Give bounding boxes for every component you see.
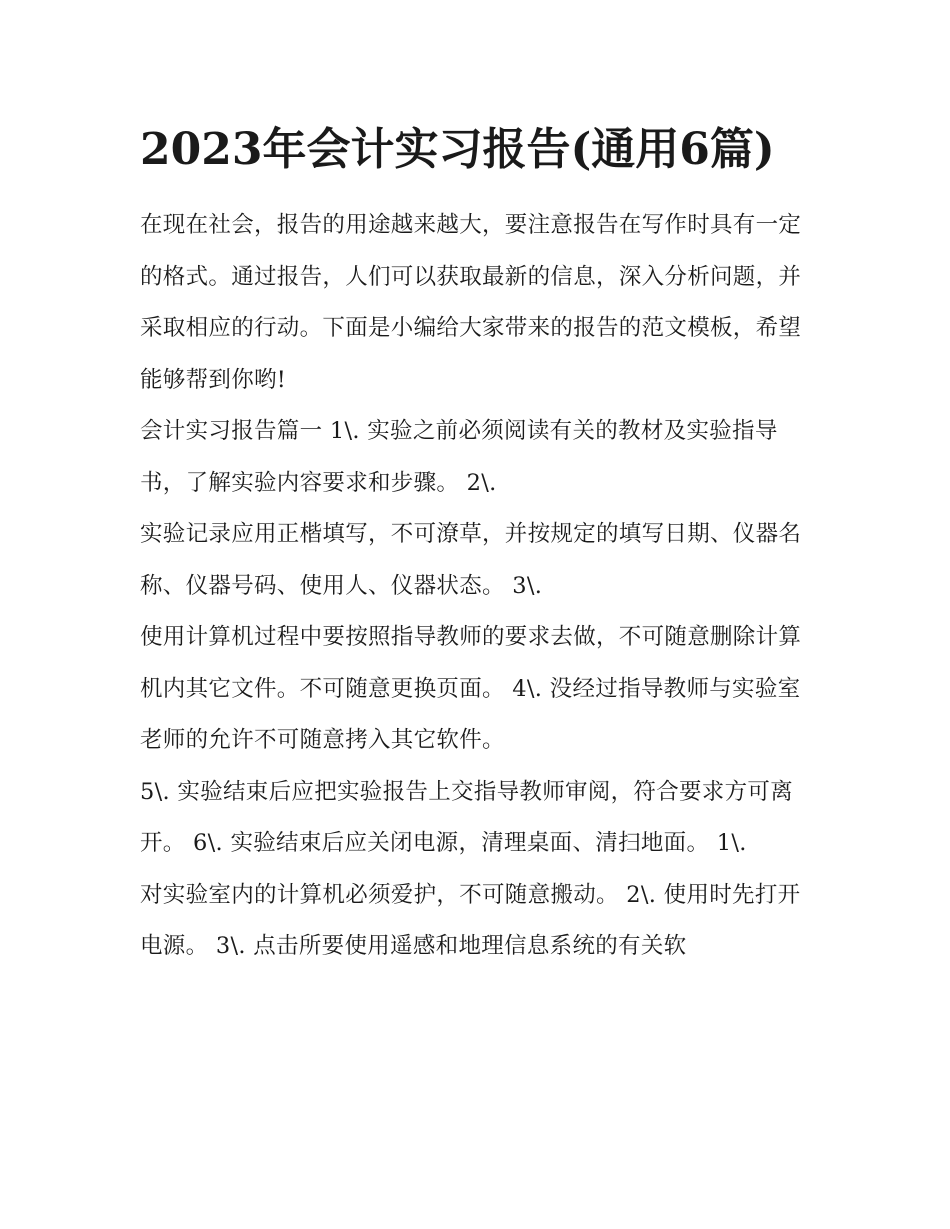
paragraph-4: 5\. 实验结束后应把实验报告上交指导教师审阅，符合要求方可离开。 6\. 实验结束后应关闭电源，清理桌面、清扫地面。 1\. — [140, 778, 794, 856]
paragraph-3: 使用计算机过程中要按照指导教师的要求去做，不可随意删除计算机内其它文件。不可随意更换页面。 4\. 没经过指导教师与实验室老师的允许不可随意拷入其它软件。 — [140, 624, 802, 753]
paragraph-5: 对实验室内的计算机必须爱护，不可随意搬动。 2\. 使用时先打开电源。 3\. 点击所要使用遥感和地理信息系统的有关软 — [140, 881, 801, 959]
document-title: 2023年会计实习报告(通用6篇) — [140, 124, 775, 175]
document-body — [140, 112, 820, 973]
paragraph-intro: 在现在社会，报告的用途越来越大，要注意报告在写作时具有一定的格式。通过报告，人们可以获取最新的信息，深入分析问题，并采取相应的行动。下面是小编给大家带来的报告的范文模板，希望能够帮到你哟! — [140, 212, 802, 393]
paragraph-2: 实验记录应用正楷填写，不可潦草，并按规定的填写日期、仪器名称、仪器号码、使用人、仪器状态。 3\. — [140, 521, 802, 599]
paragraph-1: 会计实习报告篇一 1\. 实验之前必须阅读有关的教材及实验指导书，了解实验内容要求和步骤。 2\. — [140, 418, 778, 496]
